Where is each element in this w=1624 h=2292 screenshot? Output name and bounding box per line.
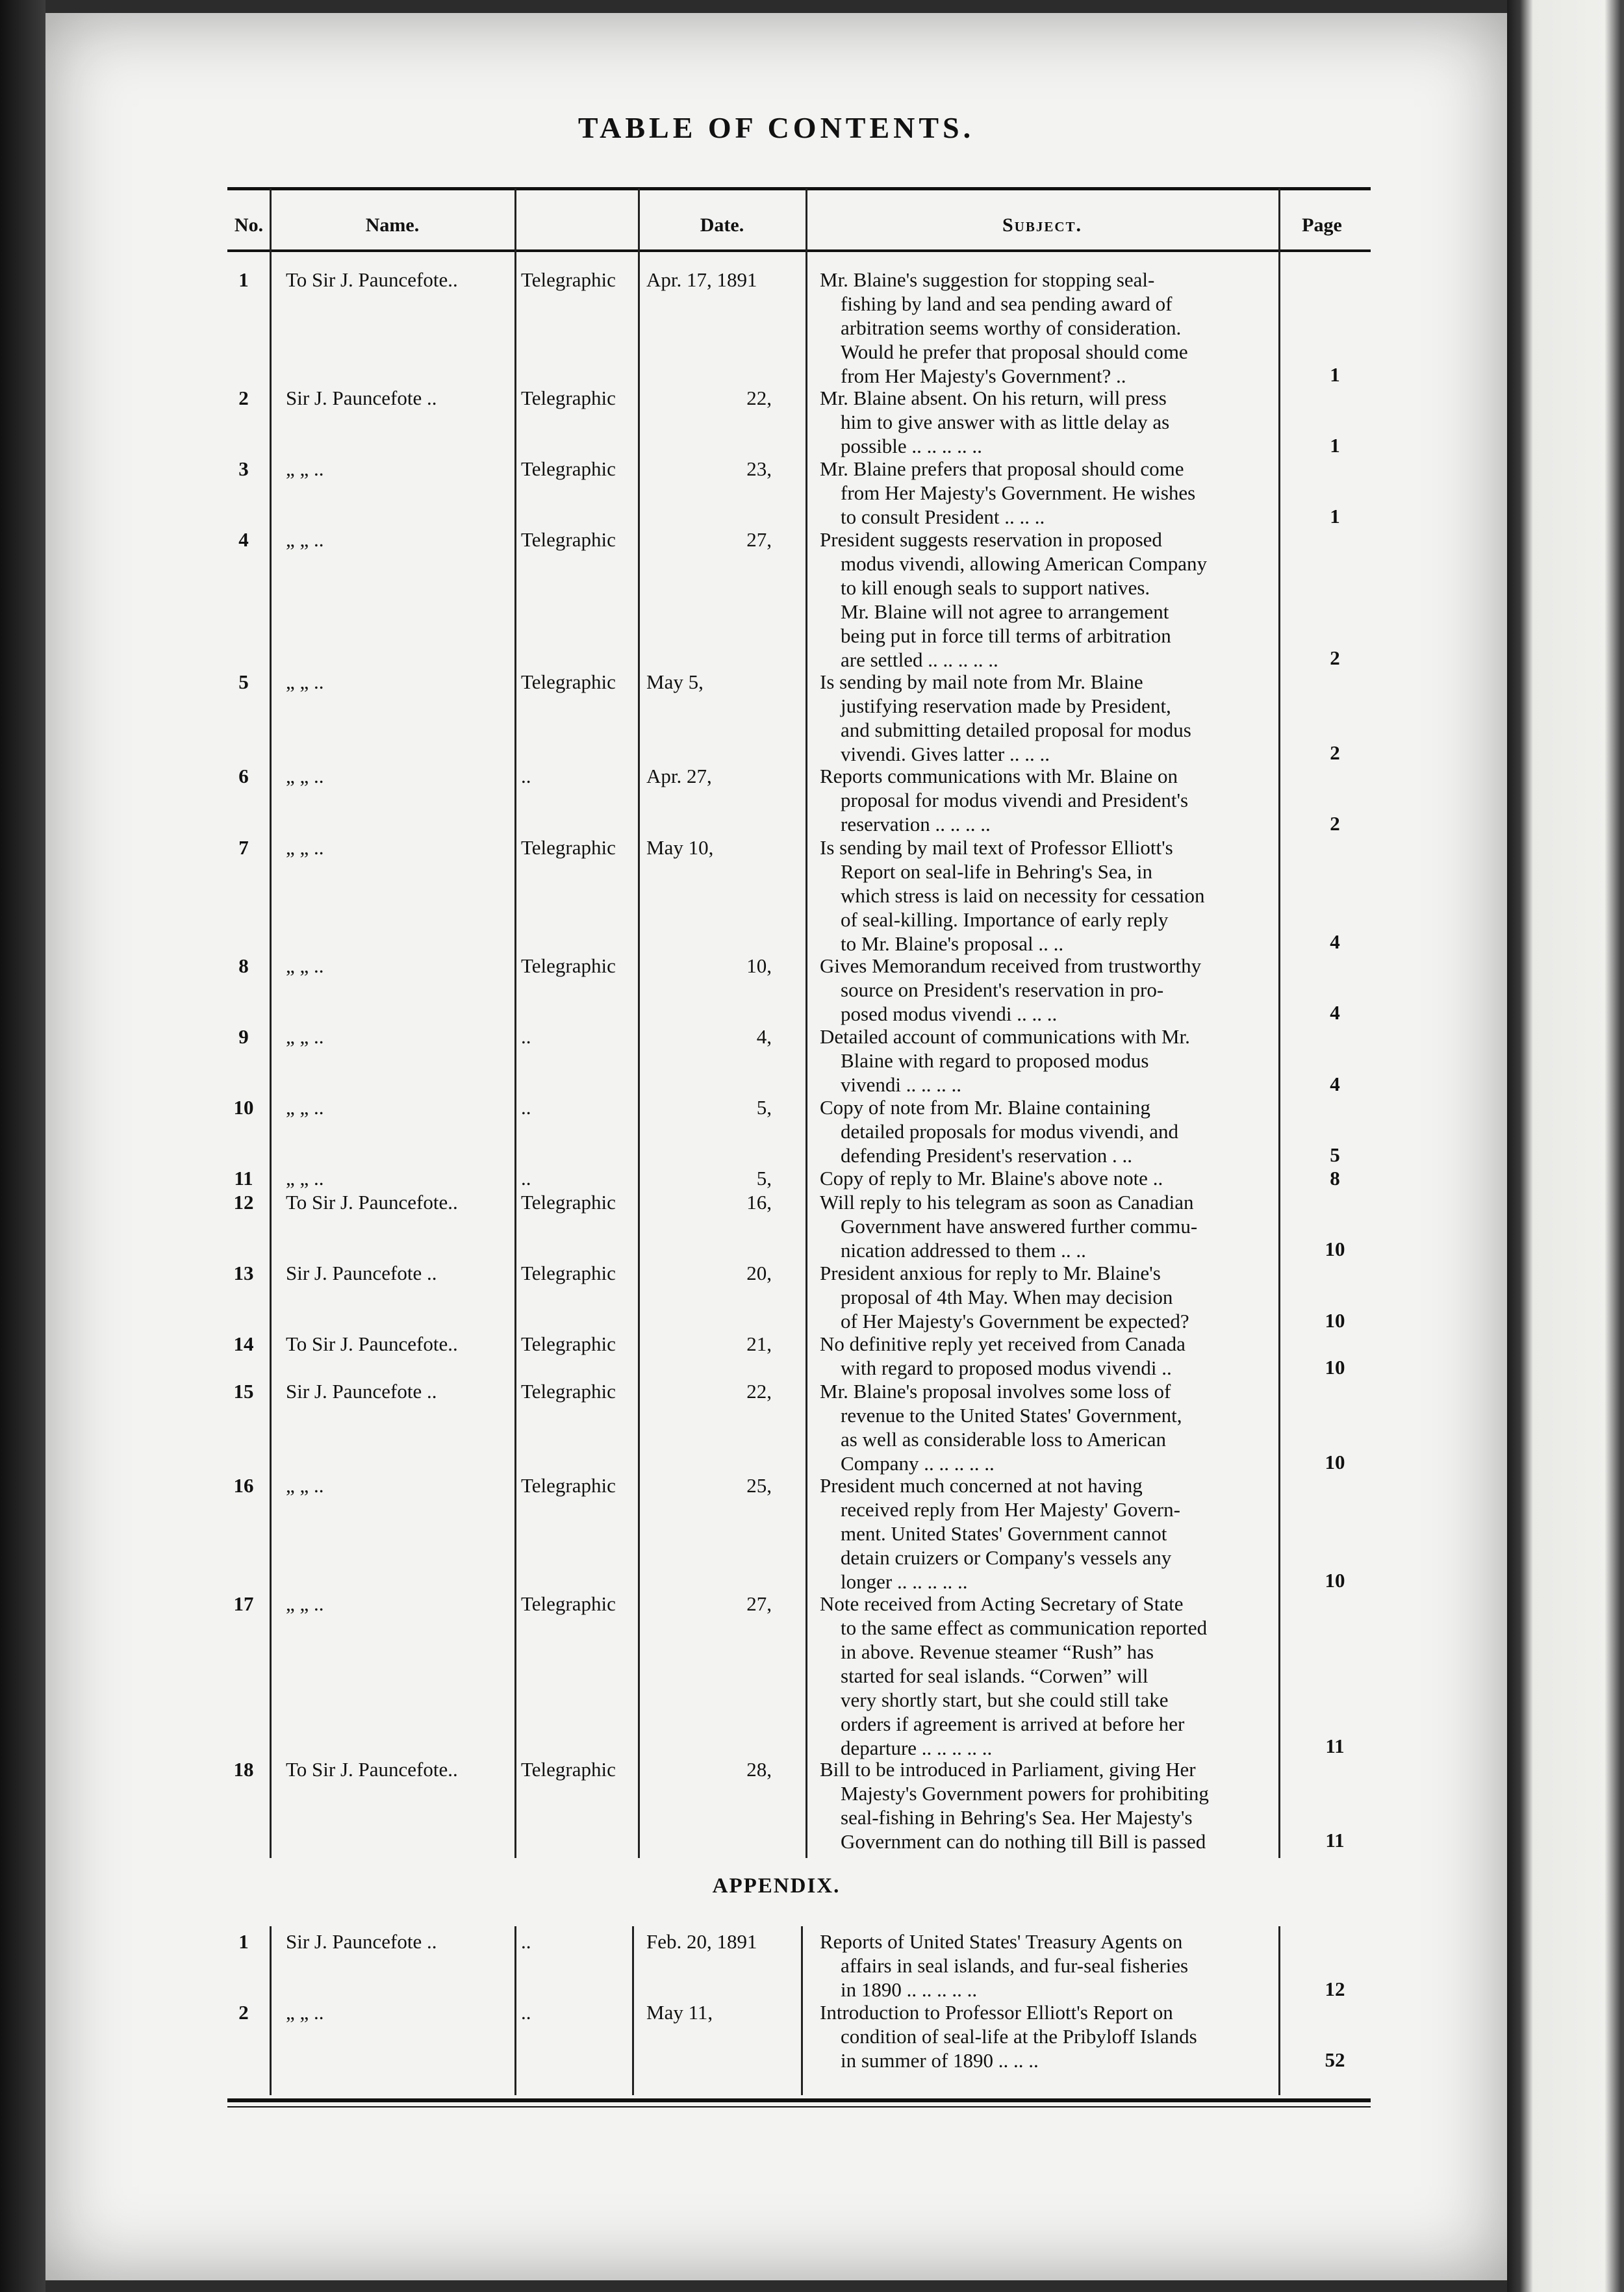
subject-line: Is sending by mail note from Mr. Blaine [820, 670, 1143, 693]
subject-line: nication addressed to them .. .. [841, 1238, 1086, 1262]
page-title: TABLE OF CONTENTS. [577, 111, 975, 144]
entry-mode: Telegraphic [521, 1379, 616, 1403]
entry-date: 16, [746, 1190, 772, 1214]
subject-line: very shortly start, but she could still take [841, 1688, 1169, 1712]
entry-date: 23, [746, 457, 772, 481]
entry-number: 5 [238, 670, 249, 693]
entry-number: 11 [234, 1167, 253, 1190]
subject-line: Government have answered further commu- [841, 1214, 1198, 1238]
entry-date: 25, [746, 1474, 772, 1497]
entry-date: 28, [746, 1758, 772, 1781]
entry-subject [820, 386, 1320, 458]
entry-name: Sir J. Pauncefote .. [286, 1261, 437, 1284]
subject-line: President anxious for reply to Mr. Blaine's [820, 1261, 1161, 1284]
subject-line: Report on seal-life in Behring's Sea, in [841, 860, 1152, 883]
entry-page: 10 [1325, 1238, 1345, 1261]
subject-line: Will reply to his telegram as soon as Canadian [820, 1190, 1194, 1214]
entry-mode: Telegraphic [521, 1332, 616, 1355]
entry-number: 8 [238, 954, 249, 977]
subject-line: Majesty's Government powers for prohibiting [841, 1782, 1209, 1805]
entry-date: Feb. 20, 1891 [646, 1930, 757, 1953]
subject-line: Company .. .. .. .. .. [841, 1451, 995, 1475]
entry-page: 4 [1330, 930, 1340, 954]
entry-number: 2 [238, 2001, 249, 2024]
entry-subject [820, 764, 1320, 836]
entry-page: 10 [1325, 1308, 1345, 1332]
subject-line: possible .. .. .. .. .. [841, 435, 982, 457]
entry-name: „ „ .. [286, 2001, 324, 2024]
subject-line: to kill enough seals to support natives. [841, 576, 1150, 600]
subject-line: in above. Revenue steamer “Rush” has [841, 1640, 1154, 1664]
entry-name: Sir J. Pauncefote .. [286, 1930, 437, 1953]
entry-subject [820, 1757, 1320, 1853]
entry-number: 10 [233, 1096, 254, 1119]
subject-line: which stress is laid on necessity for cessation [841, 884, 1205, 907]
subject-line: Gives Memorandum received from trustworthy [820, 954, 1202, 977]
entry-page: 5 [1330, 1143, 1340, 1166]
scan-left-edge [0, 0, 45, 2292]
entry-mode: Telegraphic [521, 268, 616, 291]
entry-name: „ „ .. [286, 954, 324, 977]
subject-line: as well as considerable loss to American [841, 1427, 1167, 1451]
entry-mode: .. [521, 1930, 531, 1953]
subject-line: orders if agreement is arrived at before her [841, 1713, 1185, 1736]
subject-line: proposal of 4th May. When may decision [841, 1285, 1173, 1308]
subject-line: Introduction to Professor Elliott's Report on [820, 2001, 1173, 2024]
entry-mode: Telegraphic [521, 670, 616, 693]
entry-subject [820, 1025, 1320, 1097]
subject-line: vivendi .. .. .. .. [841, 1073, 961, 1096]
entry-name: To Sir J. Pauncefote.. [286, 1332, 458, 1355]
entry-name: „ „ .. [286, 1096, 324, 1119]
entry-page: 4 [1330, 1001, 1340, 1025]
entry-page: 2 [1330, 812, 1340, 835]
entry-subject [820, 2000, 1320, 2072]
subject-line: Would he prefer that proposal should come [841, 340, 1188, 363]
subject-line: departure .. .. .. .. .. [841, 1737, 993, 1760]
entry-mode: Telegraphic [521, 528, 616, 552]
entry-number: 3 [238, 457, 249, 481]
entry-name: To Sir J. Pauncefote.. [286, 1758, 458, 1781]
subject-line: Bill to be introduced in Parliament, giving Her [820, 1758, 1196, 1781]
entry-name: „ „ .. [286, 1167, 324, 1190]
entry-page: 10 [1325, 1568, 1345, 1592]
entry-subject [820, 528, 1320, 672]
entry-subject [820, 835, 1320, 956]
subject-line: Detailed account of communications with Mr. [820, 1025, 1190, 1048]
entry-subject [820, 1379, 1320, 1475]
entry-number: 16 [233, 1474, 254, 1497]
subject-line: are settled .. .. .. .. .. [841, 648, 998, 672]
entry-subject [820, 1095, 1320, 1167]
subject-line: being put in force till terms of arbitration [841, 624, 1171, 648]
header-no: No. [234, 214, 264, 236]
entry-name: Sir J. Pauncefote .. [286, 1379, 437, 1403]
entry-page: 2 [1330, 741, 1340, 764]
entry-subject [820, 1592, 1320, 1760]
subject-line: Is sending by mail text of Professor Elliott's [820, 835, 1173, 859]
entry-number: 7 [238, 835, 249, 859]
entry-date: May 10, [646, 835, 714, 859]
entry-name: To Sir J. Pauncefote.. [286, 1190, 458, 1214]
header-page: Page [1302, 214, 1342, 236]
entry-mode: Telegraphic [521, 1190, 616, 1214]
entry-page: 10 [1325, 1356, 1345, 1379]
subject-line: Mr. Blaine absent. On his return, will press [820, 387, 1167, 409]
subject-line: him to give answer with as little delay as [841, 411, 1170, 433]
entry-number: 17 [233, 1592, 254, 1616]
header-subject: Subject. [1002, 214, 1083, 236]
subject-line: Mr. Blaine's suggestion for stopping seal- [820, 268, 1155, 291]
entry-name: Sir J. Pauncefote .. [286, 387, 437, 409]
entry-name: „ „ .. [286, 457, 324, 481]
subject-line: vivendi. Gives latter .. .. .. [841, 742, 1050, 765]
subject-line: of seal-killing. Importance of early reply [841, 908, 1169, 931]
entry-subject [820, 1473, 1320, 1594]
entry-date: May 11, [646, 2001, 713, 2024]
subject-line: Reports communications with Mr. Blaine on [820, 765, 1178, 788]
subject-line: received reply from Her Majesty' Govern- [841, 1498, 1180, 1522]
entry-name: „ „ .. [286, 528, 324, 552]
header-bottom-rule [227, 249, 1371, 252]
entry-mode: Telegraphic [521, 835, 616, 859]
entry-page: 1 [1330, 504, 1340, 528]
subject-line: proposal for modus vivendi and President's [841, 789, 1189, 812]
entry-subject [820, 1261, 1320, 1333]
entry-mode: Telegraphic [521, 457, 616, 481]
subject-line: longer .. .. .. .. .. [841, 1570, 968, 1594]
subject-line: to Mr. Blaine's proposal .. .. [841, 932, 1064, 955]
subject-line: revenue to the United States' Government, [841, 1403, 1182, 1427]
entry-mode: Telegraphic [521, 1592, 616, 1616]
subject-line: President much concerned at not having [820, 1474, 1143, 1497]
subject-line: to consult President .. .. .. [841, 505, 1045, 529]
entry-date: 21, [746, 1332, 772, 1355]
entry-subject [820, 268, 1320, 388]
entry-page: 8 [1330, 1167, 1340, 1190]
subject-line: from Her Majesty's Government. He wishes [841, 481, 1196, 505]
subject-line: Note received from Acting Secretary of State [820, 1592, 1184, 1616]
entry-page: 11 [1325, 1829, 1345, 1852]
entry-mode: Telegraphic [521, 1758, 616, 1781]
subject-line: detain cruizers or Company's vessels any [841, 1546, 1172, 1570]
entry-name: „ „ .. [286, 835, 324, 859]
subject-line: from Her Majesty's Government? .. [841, 364, 1126, 387]
entry-date: Apr. 17, 1891 [646, 268, 757, 291]
subject-line: Copy of note from Mr. Blaine containing [820, 1096, 1150, 1119]
entry-date: 5, [756, 1096, 772, 1119]
subject-line: of Her Majesty's Government be expected? [841, 1309, 1189, 1332]
entry-name: „ „ .. [286, 670, 324, 693]
entry-mode: Telegraphic [521, 954, 616, 977]
entry-subject [820, 1929, 1320, 2002]
subject-line: condition of seal-life at the Pribyloff Islands [841, 2025, 1197, 2048]
header-name: Name. [365, 214, 420, 236]
entry-date: 22, [746, 387, 772, 409]
entry-date: 22, [746, 1379, 772, 1403]
scan-right-edge [1507, 0, 1624, 2292]
entry-number: 2 [238, 387, 249, 409]
entry-page: 12 [1325, 1977, 1345, 2000]
entry-subject [820, 1190, 1320, 1262]
entry-date: 4, [756, 1025, 772, 1048]
subject-line: in 1890 .. .. .. .. .. [841, 1978, 978, 2001]
subject-line: fishing by land and sea pending award of [841, 292, 1173, 315]
subject-line: Mr. Blaine prefers that proposal should come [820, 457, 1184, 481]
header-date: Date. [700, 214, 744, 236]
entry-mode: Telegraphic [521, 1261, 616, 1284]
subject-line: modus vivendi, allowing American Company [841, 552, 1207, 576]
entry-subject [820, 954, 1320, 1026]
entry-date: 10, [746, 954, 772, 977]
subject-line: ment. United States' Government cannot [841, 1522, 1167, 1546]
entry-subject [820, 457, 1320, 529]
entry-page: 10 [1325, 1450, 1345, 1473]
entry-number: 13 [233, 1261, 254, 1284]
entry-date: 5, [756, 1167, 772, 1190]
entry-name: „ „ .. [286, 765, 324, 788]
subject-line: President suggests reservation in proposed [820, 528, 1162, 552]
subject-line: detailed proposals for modus vivendi, and [841, 1120, 1179, 1143]
entry-name: „ „ .. [286, 1025, 324, 1048]
entry-name: „ „ .. [286, 1474, 324, 1497]
entry-page: 1 [1330, 433, 1340, 457]
subject-line: to the same effect as communication reported [841, 1616, 1208, 1640]
entry-date: Apr. 27, [646, 765, 712, 788]
subject-line: started for seal islands. “Corwen” will [841, 1664, 1148, 1688]
document-page [45, 13, 1507, 2280]
entry-number: 14 [233, 1332, 254, 1355]
entry-mode: .. [521, 1096, 531, 1119]
subject-line: with regard to proposed modus vivendi .. [841, 1356, 1172, 1379]
entry-subject [820, 1166, 1320, 1190]
entry-mode: .. [521, 1167, 531, 1190]
subject-line: affairs in seal islands, and fur-seal fisheries [841, 1954, 1189, 1977]
table-top-rule [227, 187, 1371, 190]
subject-line: seal-fishing in Behring's Sea. Her Majesty's [841, 1806, 1193, 1829]
subject-line: posed modus vivendi .. .. .. [841, 1002, 1058, 1025]
entry-subject [820, 1332, 1320, 1380]
subject-line: Reports of United States' Treasury Agents on [820, 1930, 1183, 1953]
subject-line: Mr. Blaine will not agree to arrangement [841, 600, 1169, 624]
entry-page: 4 [1330, 1072, 1340, 1095]
entry-date: 27, [746, 1592, 772, 1616]
subject-line: arbitration seems worthy of consideration. [841, 316, 1182, 339]
subject-line: defending President's reservation . .. [841, 1144, 1132, 1167]
table-bottom-rule [227, 2098, 1371, 2102]
entry-number: 4 [238, 528, 249, 552]
entry-name: To Sir J. Pauncefote.. [286, 268, 458, 291]
entry-page: 52 [1325, 2048, 1345, 2071]
col-rule-4 [806, 188, 807, 1858]
entry-number: 1 [238, 1930, 249, 1953]
subject-line: Mr. Blaine's proposal involves some loss of [820, 1379, 1171, 1403]
entry-page: 11 [1325, 1734, 1345, 1757]
entry-number: 12 [233, 1190, 254, 1214]
entry-mode: .. [521, 1025, 531, 1048]
subject-line: reservation .. .. .. .. [841, 813, 991, 836]
entry-mode: .. [521, 765, 531, 788]
entry-number: 18 [233, 1758, 254, 1781]
entry-number: 9 [238, 1025, 249, 1048]
subject-line: Copy of reply to Mr. Blaine's above note .. [820, 1167, 1163, 1190]
appendix-title: APPENDIX. [712, 1874, 841, 1898]
entry-date: 27, [746, 528, 772, 552]
subject-line: Blaine with regard to proposed modus [841, 1049, 1149, 1072]
entry-mode: Telegraphic [521, 1474, 616, 1497]
subject-line: source on President's reservation in pro- [841, 978, 1164, 1001]
entry-page: 1 [1330, 363, 1340, 386]
entry-date: 20, [746, 1261, 772, 1284]
entry-subject [820, 670, 1320, 766]
subject-line: Government can do nothing till Bill is passed [841, 1830, 1206, 1853]
entry-page: 2 [1330, 646, 1340, 670]
entry-date: May 5, [646, 670, 704, 693]
entry-number: 1 [238, 268, 249, 291]
table-bottom-rule-thin [227, 2106, 1371, 2107]
entry-mode: .. [521, 2001, 531, 2024]
subject-line: No definitive reply yet received from Canada [820, 1332, 1186, 1355]
appx-col-rule-1 [270, 1926, 272, 2095]
entry-number: 15 [233, 1379, 254, 1403]
entry-mode: Telegraphic [521, 387, 616, 409]
entry-name: „ „ .. [286, 1592, 324, 1616]
subject-line: justifying reservation made by President, [841, 694, 1171, 717]
subject-line: in summer of 1890 .. .. .. [841, 2049, 1039, 2072]
entry-number: 6 [238, 765, 249, 788]
col-rule-1 [270, 188, 272, 1858]
subject-line: and submitting detailed proposal for modus [841, 718, 1191, 741]
